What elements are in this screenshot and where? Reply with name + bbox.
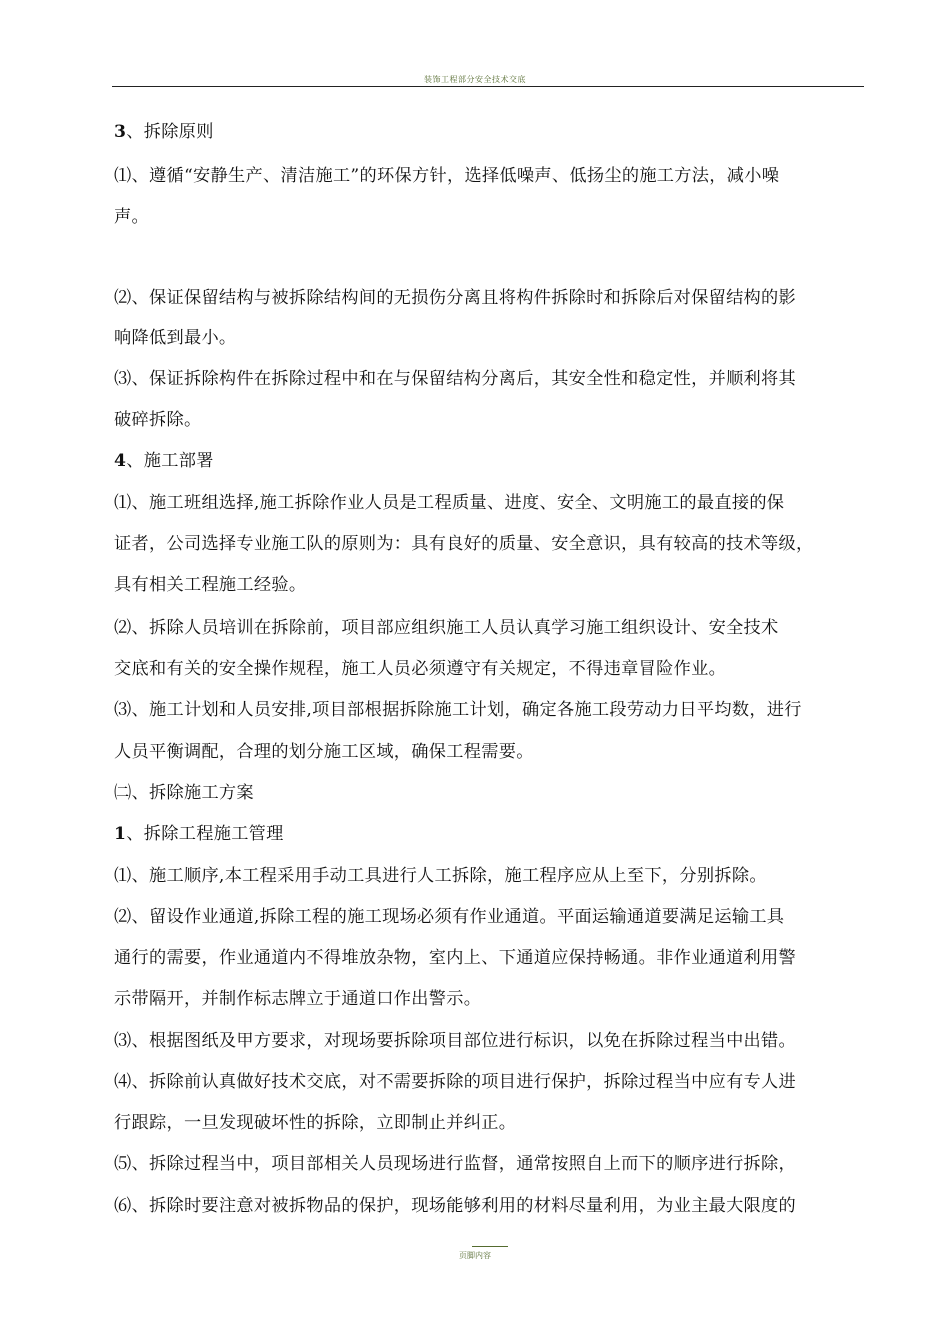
heading-number: 1 — [114, 824, 127, 844]
section-heading-plan: ㈡、拆除施工方案 — [114, 783, 254, 803]
paragraph-line: 通行的需要，作业通道内不得堆放杂物，室内上、下通道应保持畅通。非作业通道利用警 — [114, 948, 797, 968]
paragraph-line: ⑴、施工班组选择,施工拆除作业人员是工程质量、进度、安全、文明施工的最直接的保 — [114, 493, 785, 513]
paragraph-line: ⑸、拆除过程当中，项目部相关人员现场进行监督，通常按照自上而下的顺序进行拆除， — [114, 1154, 797, 1174]
paragraph-line: 人员平衡调配，合理的划分施工区域，确保工程需要。 — [114, 742, 534, 762]
paragraph-line: ⑵、拆除人员培训在拆除前，项目部应组织施工人员认真学习施工组织设计、安全技术 — [114, 618, 779, 638]
heading-number: 4 — [114, 451, 127, 471]
paragraph-line: 行跟踪，一旦发现破坏性的拆除，立即制止并纠正。 — [114, 1113, 517, 1133]
heading-number: 3 — [114, 122, 127, 142]
paragraph-line: ⑷、拆除前认真做好技术交底，对不需要拆除的项目进行保护，拆除过程当中应有专人进 — [114, 1072, 797, 1092]
paragraph-line: ⑹、拆除时要注意对被拆物品的保护，现场能够利用的材料尽量利用，为业主最大限度的 — [114, 1196, 797, 1216]
section-heading-4: 4、施工部署 — [114, 451, 214, 471]
footer-divider — [472, 1246, 508, 1247]
section-heading-3: 3、拆除原则 — [114, 122, 214, 142]
section-heading-1: 1、拆除工程施工管理 — [114, 824, 284, 844]
header-divider — [112, 86, 864, 87]
page-header: 装饰工程部分安全技术交底 — [424, 75, 526, 84]
paragraph-line: ⑴、施工顺序,本工程采用手动工具进行人工拆除，施工程序应从上至下，分别拆除。 — [114, 866, 767, 886]
paragraph-line: 示带隔开，并制作标志牌立于通道口作出警示。 — [114, 989, 482, 1009]
paragraph-line: 破碎拆除。 — [114, 410, 202, 430]
paragraph-line: ⑵、保证保留结构与被拆除结构间的无损伤分离且将构件拆除时和拆除后对保留结构的影 — [114, 288, 797, 308]
paragraph-line: 具有相关工程施工经验。 — [114, 575, 307, 595]
paragraph-line: ⑶、保证拆除构件在拆除过程中和在与保留结构分离后，其安全性和稳定性，并顺利将其 — [114, 369, 797, 389]
paragraph-line: ⑵、留设作业通道,拆除工程的施工现场必须有作业通道。平面运输通道要满足运输工具 — [114, 907, 785, 927]
paragraph-line: 响降低到最小。 — [114, 328, 237, 348]
page-footer: 页脚内容 — [459, 1251, 491, 1260]
paragraph-line: ⑴、遵循“安静生产、清洁施工”的环保方针，选择低噪声、低扬尘的施工方法，减小噪 — [114, 166, 780, 186]
paragraph-line: ⑶、施工计划和人员安排,项目部根据拆除施工计划，确定各施工段劳动力日平均数，进行 — [114, 700, 802, 720]
paragraph-line: 交底和有关的安全操作规程，施工人员必须遵守有关规定，不得违章冒险作业。 — [114, 659, 727, 679]
paragraph-line: 证者，公司选择专业施工队的原则为：具有良好的质量、安全意识，具有较高的技术等级， — [114, 534, 814, 554]
paragraph-line: ⑶、根据图纸及甲方要求，对现场要拆除项目部位进行标识，以免在拆除过程当中出错。 — [114, 1031, 797, 1051]
paragraph-line: 声。 — [114, 207, 149, 227]
